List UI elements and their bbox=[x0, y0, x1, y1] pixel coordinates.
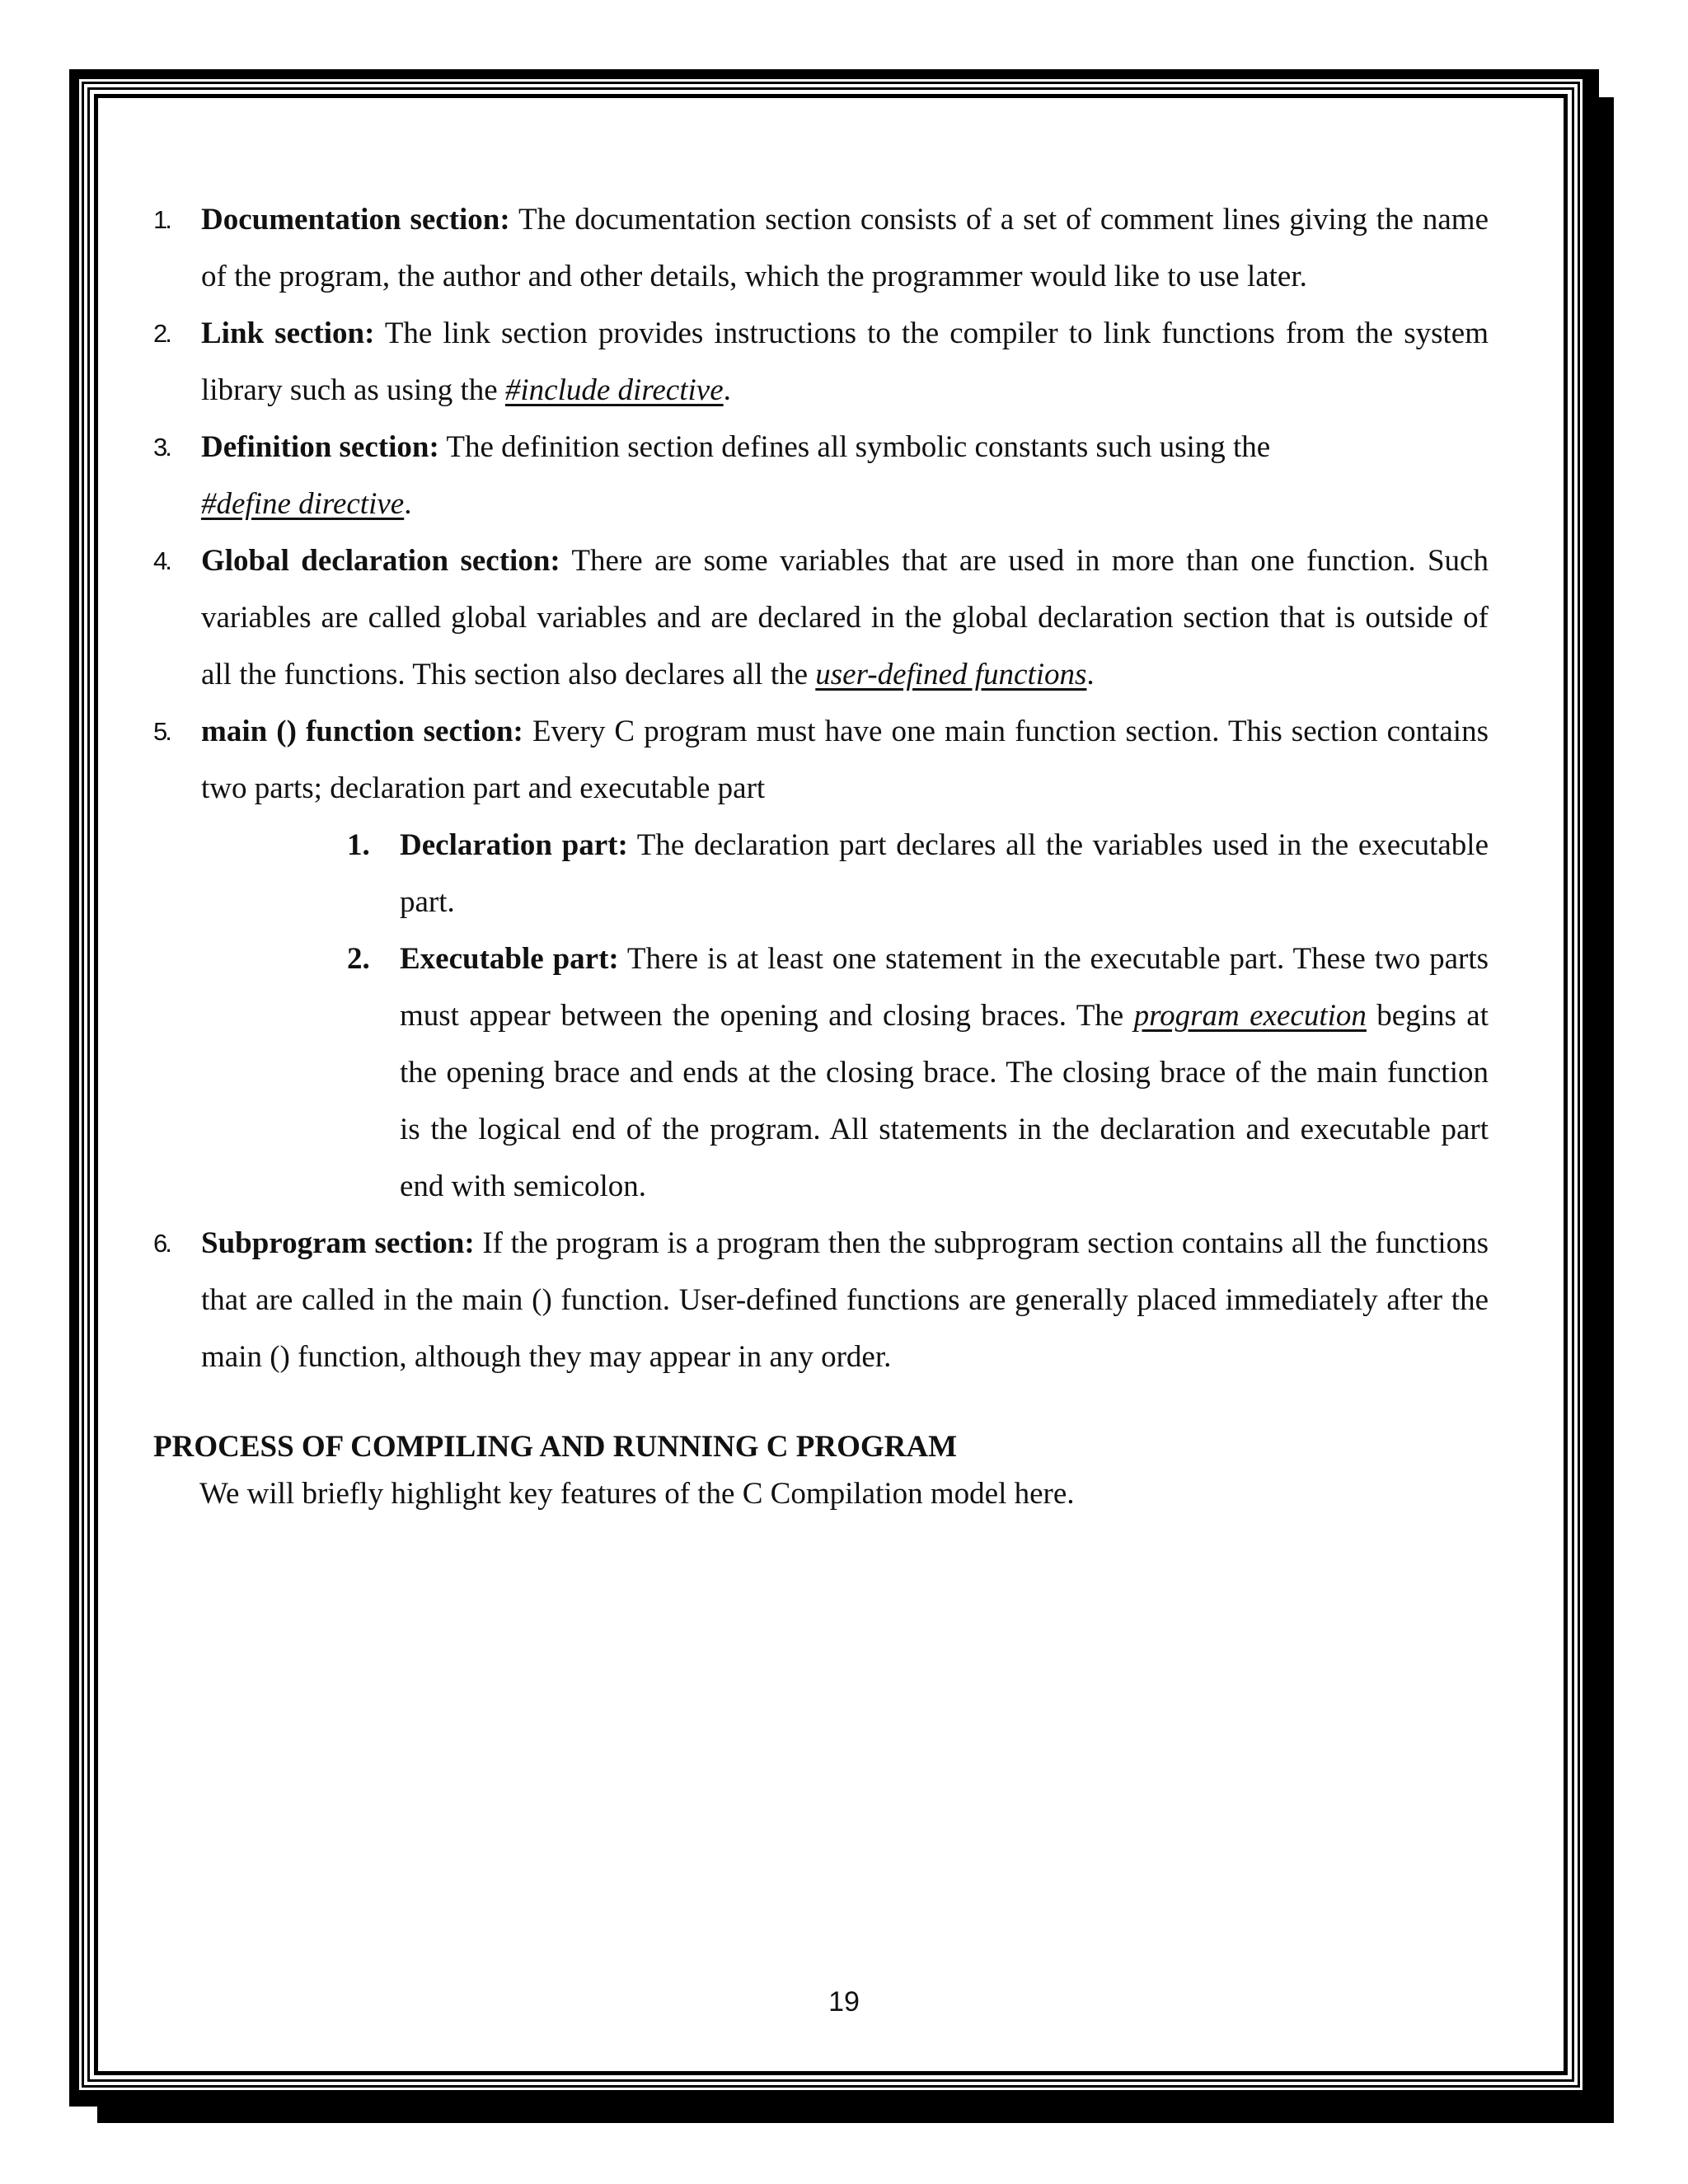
section-heading: PROCESS OF COMPILING AND RUNNING C PROGRAM bbox=[153, 1430, 958, 1464]
list-number: 6. bbox=[153, 1229, 170, 1258]
document-body bbox=[153, 191, 1489, 1517]
list-item-global-declaration-section bbox=[153, 532, 1489, 703]
list-item-documentation-section bbox=[153, 191, 1489, 305]
subsection-text-end: begins at the opening brace and ends at the closing brace. The closing brace of the main function is the logical end of the program. All statements in the declaration and executable part end with semicolon. bbox=[400, 999, 1489, 1203]
section-text: The definition section defines all symbolic constants such using the bbox=[438, 430, 1271, 464]
section-label: Global declaration section: bbox=[201, 544, 560, 578]
section-text-end: . bbox=[404, 487, 412, 521]
section-label: Documentation section: bbox=[201, 203, 510, 237]
list-number: 5. bbox=[153, 717, 170, 746]
section-text-end: . bbox=[723, 373, 731, 407]
subsection-label: Declaration part: bbox=[400, 828, 628, 862]
section-text-end: . bbox=[1086, 658, 1095, 691]
intro-paragraph: We will briefly highlight key features of the C Compilation model here. bbox=[199, 1477, 1075, 1511]
section-label: Link section: bbox=[201, 316, 375, 350]
user-defined-functions-link[interactable]: user-defined functions bbox=[815, 658, 1087, 691]
section-label: Subprogram section: bbox=[201, 1226, 475, 1260]
section-text: The link section provides instructions to the compiler to link functions from the system library such as using the bbox=[201, 316, 1489, 407]
sublist-number: 1. bbox=[347, 828, 370, 862]
section-text: Every C program must have one main function section. This section contains two parts; declaration part and executable part bbox=[201, 715, 1489, 805]
include-directive-link[interactable]: #include directive bbox=[504, 373, 724, 407]
subsection-label: Executable part: bbox=[400, 942, 619, 976]
sublist-item-declaration-part bbox=[347, 817, 1489, 930]
list-item-main-function-section bbox=[153, 703, 1489, 817]
section-label: Definition section: bbox=[201, 430, 439, 464]
sublist-item-executable-part bbox=[347, 930, 1489, 1215]
program-execution-link[interactable]: program execution bbox=[1133, 999, 1367, 1033]
list-item-subprogram-section bbox=[153, 1215, 1489, 1385]
list-number: 4. bbox=[153, 546, 170, 575]
section-text: If the program is a program then the subprogram section contains all the functions that are called in the main () function. User-defined functions are generally placed immediately after the main () function, although they may appear in any order. bbox=[201, 1226, 1489, 1374]
section-text: There are some variables that are used in more than one function. Such variables are called global variables and are declared in the global declaration section that is outside of all the functions. This section also declares all the bbox=[201, 544, 1489, 691]
list-number: 3. bbox=[153, 433, 170, 462]
sublist-number: 2. bbox=[347, 942, 370, 976]
page-number: 19 bbox=[828, 1986, 860, 2018]
list-number: 2. bbox=[153, 319, 170, 348]
section-text: The documentation section consists of a set of comment lines giving the name of the program, the author and other details, which the programmer would like to use later. bbox=[201, 203, 1489, 293]
list-item-link-section bbox=[153, 305, 1489, 419]
subsection-text: The declaration part declares all the variables used in the executable part. bbox=[400, 828, 1489, 919]
define-directive-link[interactable]: #define directive bbox=[201, 487, 405, 521]
subsection-text: There is at least one statement in the executable part. These two parts must appear between the opening and closing braces. The bbox=[400, 942, 1489, 1033]
list-item-definition-section bbox=[153, 419, 1489, 532]
section-label: main () function section: bbox=[201, 715, 523, 748]
list-number: 1. bbox=[153, 205, 170, 234]
